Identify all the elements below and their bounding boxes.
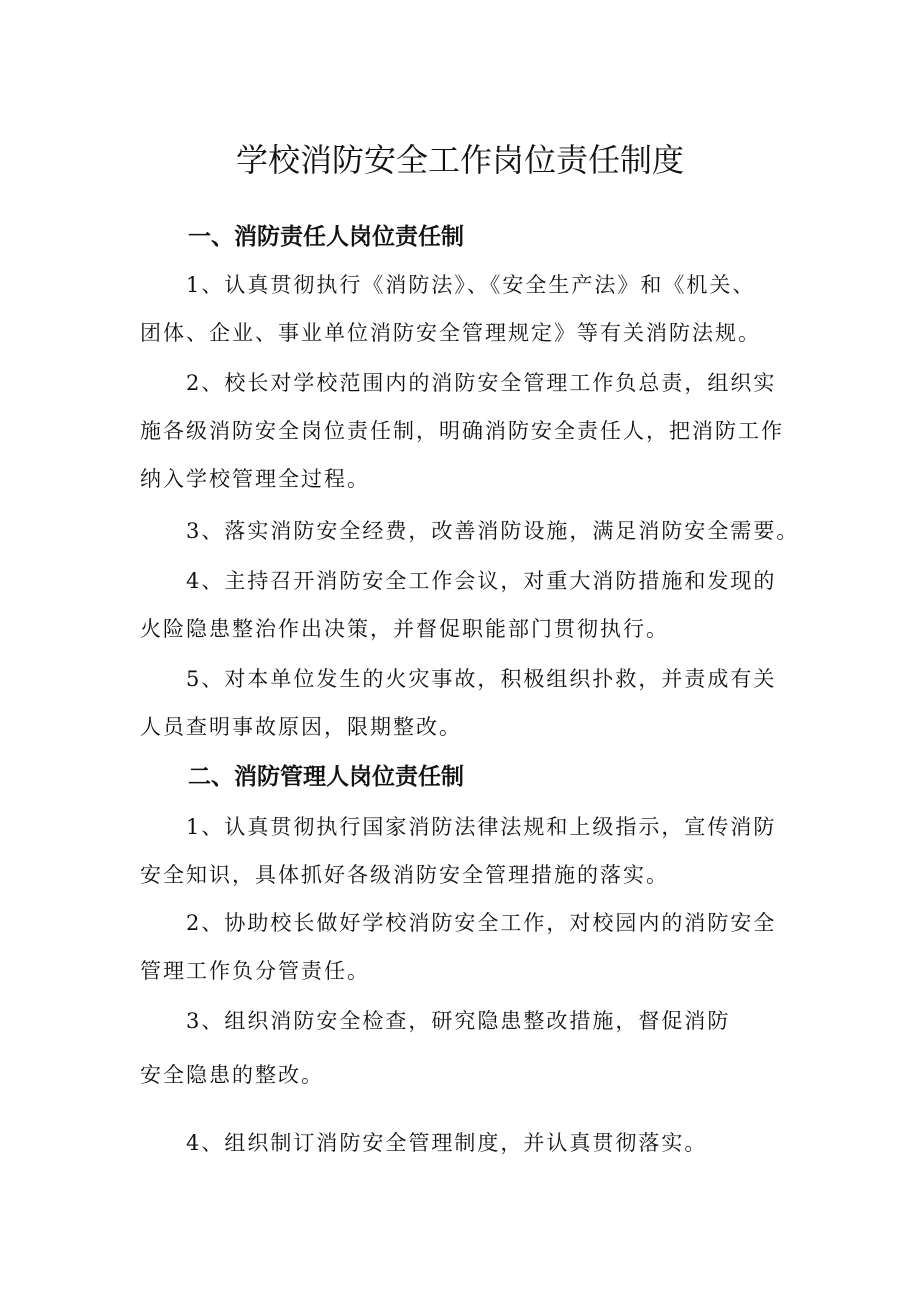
paragraph-line: 施各级消防安全岗位责任制，明确消防安全责任人，把消防工作 <box>140 419 784 443</box>
document-title: 学校消防安全工作岗位责任制度 <box>235 141 684 179</box>
paragraph-line: 4、主持召开消防安全工作会议，对重大消防措施和发现的 <box>186 569 777 593</box>
section-heading-2: 二、消防管理人岗位责任制 <box>188 764 464 790</box>
paragraph-line: 1、认真贯彻执行《消防法》、《安全生产法》和《机关、 <box>186 273 756 297</box>
paragraph-line: 3、落实消防安全经费，改善消防设施，满足消防安全需要。 <box>186 519 800 543</box>
paragraph-line: 安全隐患的整改。 <box>140 1063 324 1087</box>
paragraph-line: 5、对本单位发生的火灾事故，积极组织扑救，并责成有关 <box>186 667 777 691</box>
paragraph-line: 纳入学校管理全过程。 <box>140 467 370 491</box>
paragraph-line: 2、校长对学校范围内的消防安全管理工作负总责，组织实 <box>186 371 777 395</box>
section-heading-1: 一、消防责任人岗位责任制 <box>188 224 464 250</box>
paragraph-line: 2、协助校长做好学校消防安全工作，对校园内的消防安全 <box>186 911 777 935</box>
paragraph-line: 3、组织消防安全检查，研究隐患整改措施，督促消防 <box>186 1009 731 1033</box>
paragraph-line: 团体、企业、事业单位消防安全管理规定》等有关消防法规。 <box>140 321 761 345</box>
paragraph-line: 管理工作负分管责任。 <box>140 959 370 983</box>
paragraph-line: 安全知识，具体抓好各级消防安全管理措施的落实。 <box>140 863 669 887</box>
paragraph-line: 人员查明事故原因，限期整改。 <box>140 715 462 739</box>
paragraph-line: 4、组织制订消防安全管理制度，并认真贯彻落实。 <box>186 1131 708 1155</box>
paragraph-line: 火险隐患整治作出决策，并督促职能部门贯彻执行。 <box>140 617 669 641</box>
paragraph-line: 1、认真贯彻执行国家消防法律法规和上级指示，宣传消防 <box>186 815 777 839</box>
